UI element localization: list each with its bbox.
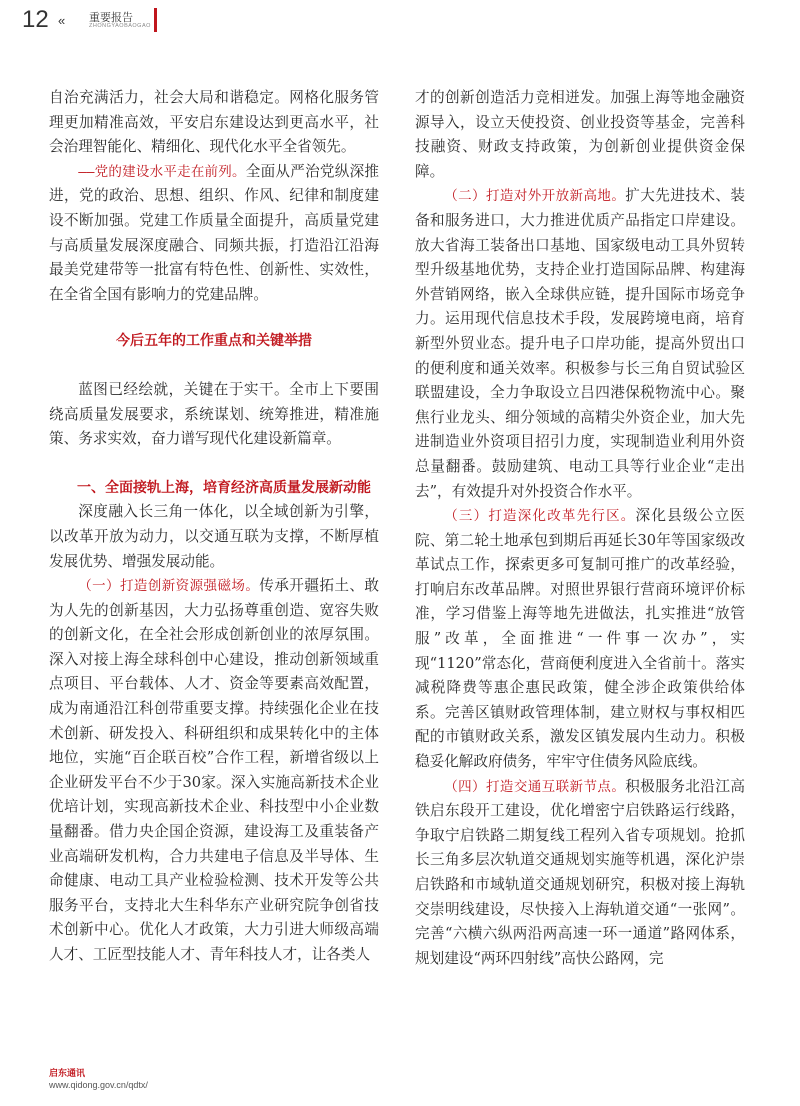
subheading: （一）打造创新资源强磁场。 <box>78 578 260 595</box>
section-title: 重要报告 <box>89 11 133 24</box>
paragraph <box>49 160 379 308</box>
paragraph <box>415 775 745 972</box>
subheading: ——党的建设水平走在前列。 <box>78 163 246 180</box>
section-heading-1: 一、全面接轨上海，培育经济高质量发展新动能 <box>77 479 371 496</box>
paragraph <box>415 184 745 504</box>
section-heading: 今后五年的工作重点和关键举措 <box>116 333 312 350</box>
footer-brand: 启东通讯 <box>49 1069 86 1079</box>
paragraph-body: 积极服务北沿江高铁启东段开工建设，优化增密宁启铁路运行线路，争取宁启铁路二期复线工程列入省专项规划。抢抓长三角多层次轨道交通规划实施等机遇，深化沪崇启铁路和市域轨道交通规划研究，积极对接上海轨交崇明线建设，尽快接入上海轨道交通“一张网”。完善“六横六纵两沿两高速一环一通道”路网体系，规划建设“两环四射线”高快公路网，完 <box>415 777 745 967</box>
right-column <box>415 86 745 971</box>
paragraph: 蓝图已经绘就，关键在于实干。全市上下要围绕高质量发展要求，系统谋划、统筹推进，精准施策、务求实效，奋力谱写现代化建设新篇章。 <box>49 380 379 448</box>
header-divider <box>154 8 157 32</box>
paragraph-body: 传承开疆拓土、敢为人先的创新基因，大力弘扬尊重创造、宽容失败的创新文化，在全社会形成创新创业的浓厚氛围。深入对接上海全球科创中心建设，推动创新领域重点项目、平台载体、人才、资金等要素高效配置，成为南通沿江科创带重要支撑。持续强化企业在技术创新、研发投入、科研组织和成果转化中的主体地位，实施“百企联百校”合作工程，新增省级以上企业研发平台不少于30家。深入实施高新技术企业优培计划，实现高新技术企业、科技型中小企业数量翻番。借力央企国企资源，建设海工及重装备产业高端研发机构，合力共建电子信息及半导体、生命健康、电动工具产业检验检测、技术开发等公共服务平台，支持北大生科华东产业研究院争创省技术创新中心。优化人才政策，大力引进大师级高端人才、工匠型技能人才、青年科技人才，让各类人 <box>49 577 379 963</box>
paragraph-body: 扩大先进技术、装备和服务进口，大力推进优质产品指定口岸建设。放大省海工装备出口基地、国家级电动工具外贸转型升级基地优势，支持企业打造国际品牌、构建海外营销网络，嵌入全球供应链，提升国际市场竞争力。运用现代信息技术手段，发展跨境电商，培育新型外贸业态。提升电子口岸功能，提高外贸出口的便利度和通关效率。积极参与长三角自贸试验区联盟建设，全力争取设立吕四港保税物流中心。聚焦行业龙头、细分领域的高精尖外资企业，加大先进制造业外资项目招引力度，实现制造业利用外资总量翻番。鼓励建筑、电动工具等行业企业“走出去”，有效提升对外投资合作水平。 <box>415 187 745 500</box>
paragraph-body: 深化县级公立医院、第二轮土地承包到期后再延长30年等国家级改革试点工作，探索更多可复制可推广的改革经验，打响启东改革品牌。对照世界银行营商环境评价标准，学习借鉴上海等地先进做法，扎实推进“放管服”改革，全面推进“一件事一次办”，实现“1120”常态化，营商便利度进入全省前十。落实减税降费等惠企惠民政策，健全涉企政策供给体系。完善区镇财政管理体制，建立财权与事权相匹配的市镇财政关系，激发区镇发展内生动力。积极稳妥化解政府债务，牢牢守住债务风险底线。 <box>415 507 745 771</box>
subheading: （三）打造深化改革先行区。 <box>444 508 636 525</box>
footer-url[interactable]: www.qidong.gov.cn/qdtx/ <box>49 1080 148 1090</box>
chevron-icon: « <box>58 13 66 28</box>
paragraph: 才的创新创造活力竞相迸发。加强上海等地金融资源导入，设立天使投资、创业投资等基金，完善科技融资、财政支持政策，为创新创业提供资金保障。 <box>415 89 745 180</box>
paragraph: 深度融入长三角一体化，以全域创新为引擎，以改革开放为动力，以交通互联为支撑，不断厚植发展优势、增强发展动能。 <box>49 503 379 570</box>
paragraph-body: 全面从严治党纵深推进，党的政治、思想、组织、作风、纪律和制度建设不断加强。党建工作质量全面提升，高质量党建与高质量发展深度融合、同频共振，打造沿江沿海最美党建带等一批富有特色性、创新性、实效性，在全省全国有影响力的党建品牌。 <box>49 162 379 303</box>
page-footer <box>49 1066 148 1090</box>
page-header <box>22 6 222 36</box>
paragraph <box>415 504 745 775</box>
paragraph <box>49 574 379 968</box>
subheading: （二）打造对外开放新高地。 <box>444 188 626 205</box>
paragraph: 自治充满活力，社会大局和谐稳定。网格化服务管理更加精准高效，平安启东建设达到更高水平，社会治理智能化、精细化、现代化水平全省领先。 <box>49 89 379 156</box>
page-number: 12 <box>22 6 49 33</box>
section-pinyin: ZHONGYAOBAOGAO <box>89 23 151 29</box>
left-column <box>49 86 379 968</box>
subheading: （四）打造交通互联新节点。 <box>444 778 626 795</box>
